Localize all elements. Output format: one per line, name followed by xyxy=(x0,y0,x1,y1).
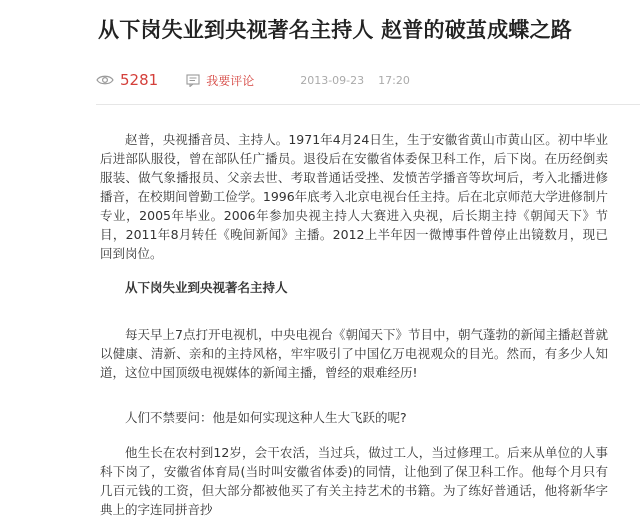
publish-time: 17:20 xyxy=(378,73,410,87)
paragraph-bio: 赵普，央视播音员、主持人。1971年4月24日生，生于安徽省黄山市黄山区。初中毕业后进部队服役，曾在部队任广播员。退役后在安徽省体委保卫科工作，后下岗。在历经倒卖服装、做气象播报员、父亲去世、考取普通话受挫、发愤苦学播音等坎坷后，考入北播进修播音，在校期间曾勤工俭学。1996年底考入北京电视台任主持。后在北京师范大学进修制片专业，2005年毕业。2006年参加央视主持人大赛进入央视，后长期主持《朝闻天下》节目，2011年8月转任《晚间新闻》主播。2012上半年因一微博事件曾停止出镜数月，现已回到岗位。 xyxy=(100,132,608,261)
comment-icon[interactable] xyxy=(186,74,200,87)
paragraph-intro: 每天早上7点打开电视机，中央电视台《朝闻天下》节目中，朝气蓬勃的新闻主播赵普就以健康、清新、亲和的主持风格，牢牢吸引了中国亿万电视观众的目光。然而，有多少人知道，这位中国顶级电视媒体的新闻主播，曾经的艰难经历! xyxy=(100,327,608,380)
comment-link[interactable]: 我要评论 xyxy=(206,73,255,88)
paragraph-question: 人们不禁要问：他是如何实现这种人生大飞跃的呢? xyxy=(125,410,407,425)
publish-date: 2013-09-23 xyxy=(300,73,365,87)
eye-icon xyxy=(96,74,114,86)
article-meta xyxy=(96,68,410,92)
article-title: 从下岗失业到央视著名主持人 赵普的破茧成蝶之路 xyxy=(98,18,572,42)
header-divider xyxy=(96,104,640,105)
section-heading: 从下岗失业到央视著名主持人 xyxy=(125,280,288,295)
view-count: 5281 xyxy=(120,71,159,89)
paragraph-story: 他生长在农村到12岁，会干农活，当过兵，做过工人，当过修理工。后来从单位的人事科下岗了，安徽省体育局(当时叫安徽省体委)的同情，让他到了保卫科工作。他每个月只有几百元钱的工资，但大部分都被他买了有关主持艺术的书籍。为了练好普通话，他将新华字典上的字连同拼音抄 xyxy=(100,445,608,517)
